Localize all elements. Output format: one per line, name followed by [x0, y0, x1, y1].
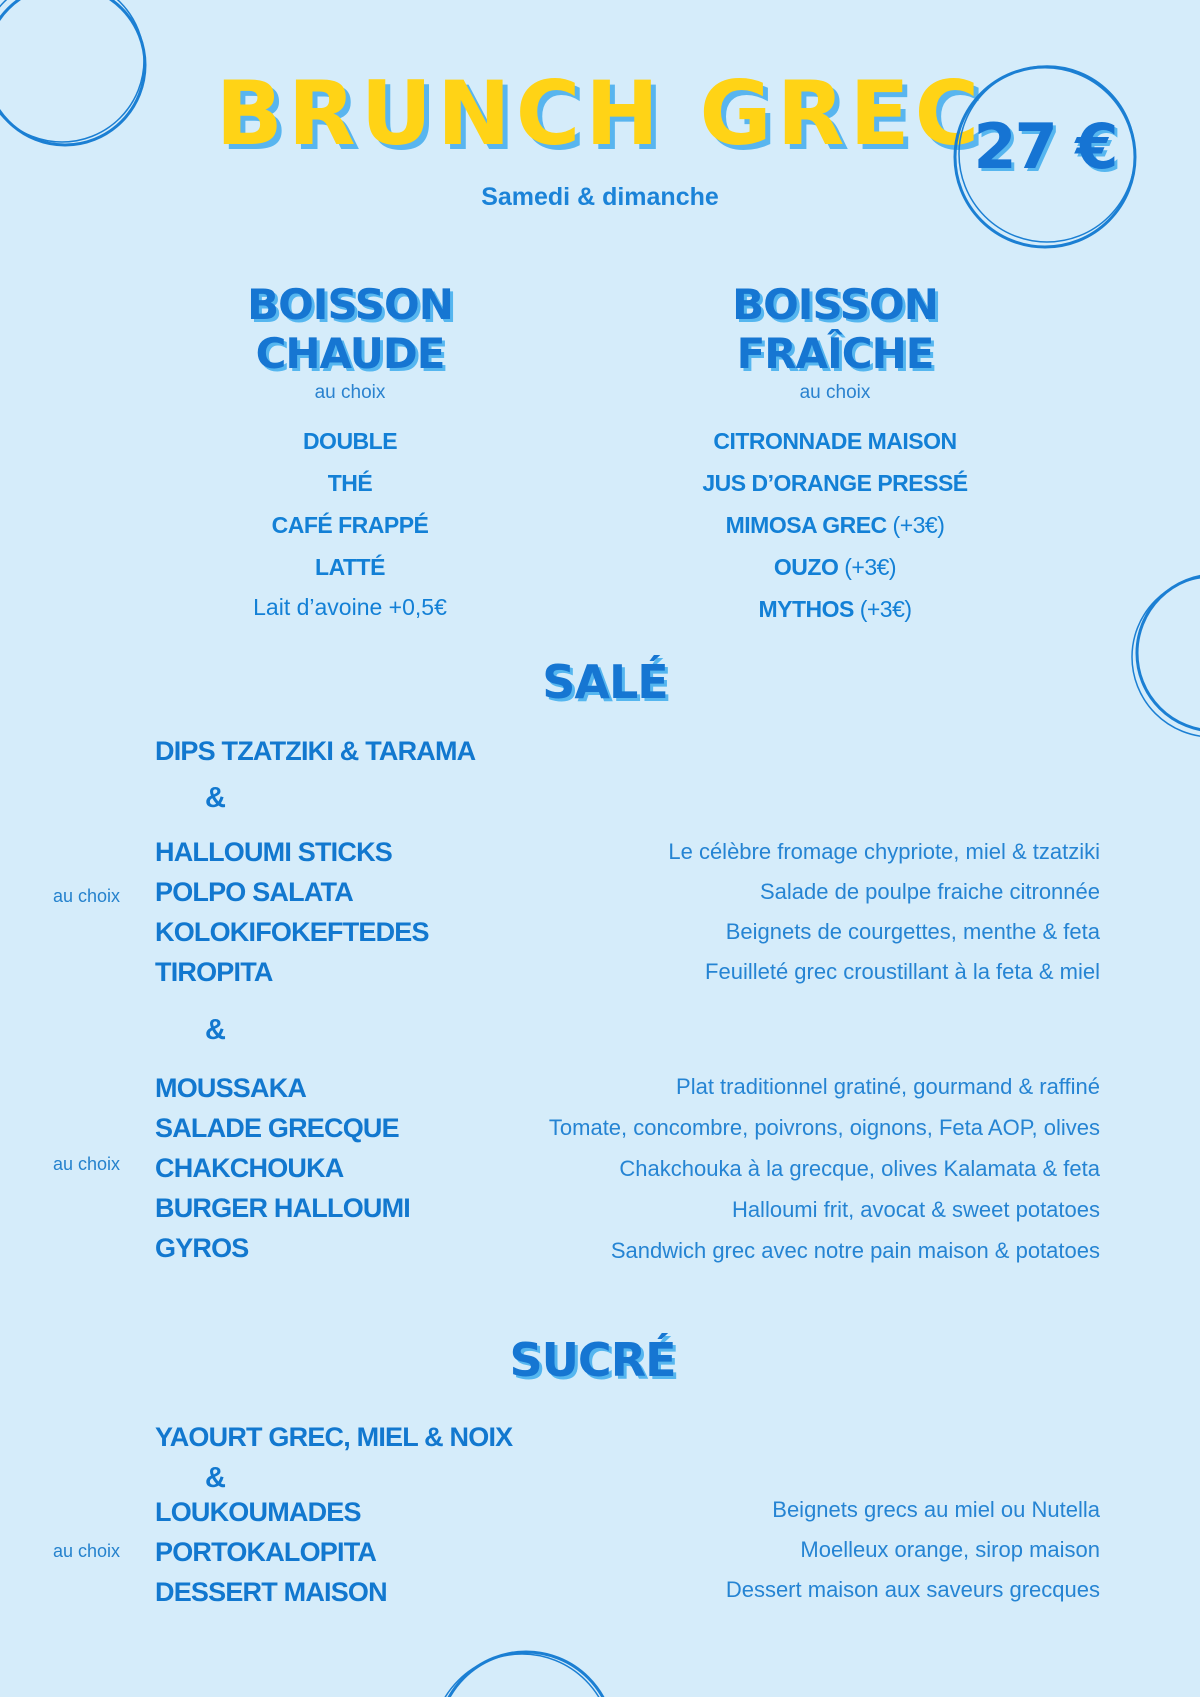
item-description: Halloumi frit, avocat & sweet potatoes: [731, 1197, 1100, 1222]
page-subtitle: Samedi & dimanche: [481, 183, 719, 211]
item-description: Dessert maison aux saveurs grecques: [725, 1577, 1100, 1602]
ampersand: &: [205, 782, 226, 814]
item-extra: (+3€): [886, 512, 945, 538]
cold-drinks-list: [630, 420, 1040, 630]
sale-group2-descriptions: [549, 1066, 1100, 1271]
list-item: HALLOUMI STICKS: [155, 837, 392, 867]
list-item: MOUSSAKA: [155, 1073, 307, 1103]
item-description: Le célèbre fromage chypriote, miel & tzatziki: [668, 839, 1100, 864]
item-extra: (+3€): [838, 554, 897, 580]
list-item: SALADE GRECQUE: [155, 1113, 399, 1143]
hot-drinks-title: BOISSON CHAUDE: [247, 280, 453, 378]
item-name: OUZO: [773, 554, 839, 580]
cold-drinks-title: BOISSON FRAÎCHE: [732, 280, 938, 378]
list-item: DOUBLE: [302, 428, 398, 454]
au-choix-label: au choix: [53, 1154, 121, 1174]
list-item: THÉ: [327, 470, 373, 496]
item-description: Plat traditionnel gratiné, gourmand & raffiné: [676, 1074, 1100, 1099]
list-item: PORTOKALOPITA: [155, 1537, 377, 1567]
sale-title: SALÉ: [542, 655, 668, 709]
cold-drinks-note: au choix: [799, 382, 871, 403]
dips-item: DIPS TZATZIKI & TARAMA: [155, 736, 476, 766]
list-item: [630, 546, 1040, 588]
list-item: CHAKCHOUKA: [155, 1153, 344, 1183]
item-description: Beignets grecs au miel ou Nutella: [772, 1497, 1100, 1522]
item-name: JUS D’ORANGE PRESSÉ: [702, 470, 968, 496]
hot-drinks-option: Lait d’avoine +0,5€: [253, 594, 447, 620]
item-description: Moelleux orange, sirop maison: [800, 1537, 1100, 1562]
item-extra: (+3€): [853, 596, 912, 622]
item-name: MYTHOS: [758, 596, 854, 622]
list-item: LATTÉ: [315, 554, 385, 580]
list-item: DESSERT MAISON: [155, 1577, 387, 1607]
decorative-circle-bottom: [430, 1640, 620, 1697]
hot-drinks-section: [150, 280, 550, 621]
list-item: [630, 504, 1040, 546]
item-name: CITRONNADE MAISON: [713, 428, 957, 454]
hot-drinks-note: au choix: [314, 382, 386, 403]
list-item: [630, 462, 1040, 504]
item-description: Salade de poulpe fraiche citronnée: [759, 879, 1100, 904]
cold-drinks-section: [630, 280, 1040, 630]
ampersand: &: [205, 1462, 226, 1494]
list-item: [630, 588, 1040, 630]
hot-drinks-list: [150, 420, 550, 588]
list-item: LOUKOUMADES: [155, 1497, 361, 1527]
yaourt-item: YAOURT GREC, MIEL & NOIX: [155, 1422, 513, 1452]
list-item: TIROPITA: [155, 957, 273, 987]
page-title: BRUNCH GREC: [215, 62, 985, 165]
sucre-group-names: [155, 1492, 387, 1612]
sale-group2-names: [155, 1068, 410, 1268]
sucre-title: SUCRÉ: [509, 1333, 676, 1387]
item-name: MIMOSA GREC: [725, 512, 887, 538]
list-item: CAFÉ FRAPPÉ: [271, 512, 429, 538]
price-badge: 27 €: [973, 110, 1117, 183]
list-item: [630, 420, 1040, 462]
au-choix-label: au choix: [53, 886, 121, 906]
sale-group1-descriptions: [668, 832, 1100, 992]
list-item: GYROS: [155, 1233, 249, 1263]
list-item: BURGER HALLOUMI: [155, 1193, 410, 1223]
item-description: Tomate, concombre, poivrons, oignons, Feta AOP, olives: [548, 1115, 1100, 1140]
list-item: KOLOKIFOKEFTEDES: [155, 917, 429, 947]
list-item: POLPO SALATA: [155, 877, 353, 907]
sucre-group-descriptions: [726, 1490, 1100, 1610]
sale-group1-names: [155, 832, 429, 992]
ampersand: &: [205, 1014, 226, 1046]
item-description: Feuilleté grec croustillant à la feta & miel: [705, 959, 1100, 984]
item-description: Chakchouka à la grecque, olives Kalamata & feta: [619, 1156, 1100, 1181]
item-description: Beignets de courgettes, menthe & feta: [725, 919, 1100, 944]
au-choix-label: au choix: [53, 1541, 121, 1561]
item-description: Sandwich grec avec notre pain maison & potatoes: [610, 1238, 1100, 1263]
